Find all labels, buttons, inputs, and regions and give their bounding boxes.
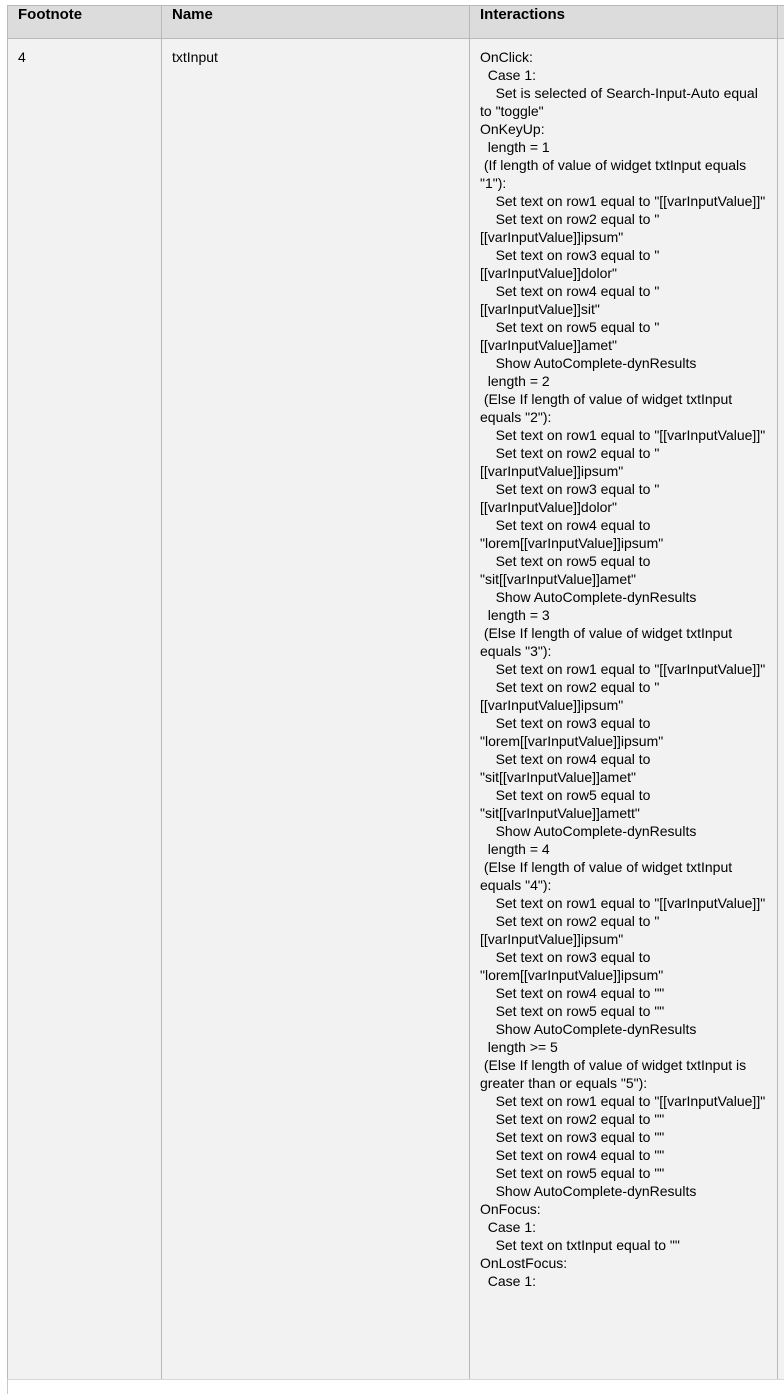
interaction-line: Set is selected of Search-Input-Auto equal to "toggle" xyxy=(480,85,762,119)
interaction-line: (Else If length of value of widget txtInput is greater than or equals "5"): xyxy=(480,1057,751,1091)
interaction-line: Show AutoComplete-dynResults xyxy=(480,1021,697,1037)
interaction-line: Set text on row4 equal to "" xyxy=(480,985,665,1001)
interaction-line: Show AutoComplete-dynResults xyxy=(480,823,697,839)
table-row xyxy=(8,39,784,1384)
footnotes-table xyxy=(7,5,784,1384)
interaction-line: Set text on row5 equal to "sit[[varInputValue]]amet" xyxy=(480,553,655,587)
interaction-line: Set text on row3 equal to "lorem[[varInputValue]]ipsum" xyxy=(480,715,664,749)
interaction-line: Set text on row2 equal to "[[varInputValue]]ipsum" xyxy=(480,913,660,947)
interaction-line: Case 1: xyxy=(480,1273,537,1289)
interaction-line: Set text on row1 equal to "[[varInputValue]]" xyxy=(480,1093,766,1109)
interaction-line: length = 1 xyxy=(480,139,550,155)
interaction-line: Set text on txtInput equal to "" xyxy=(480,1237,680,1253)
interaction-line: length = 2 xyxy=(480,373,550,389)
header-name: Name xyxy=(162,6,470,39)
interaction-line: OnClick: xyxy=(480,49,533,65)
interaction-line: Set text on row1 equal to "[[varInputValue]]" xyxy=(480,193,766,209)
cell-interactions xyxy=(470,39,778,1384)
interaction-line: Set text on row4 equal to "sit[[varInputValue]]amet" xyxy=(480,751,655,785)
footnotes-table-container xyxy=(7,5,784,1384)
header-footnote: Footnote xyxy=(8,6,162,39)
next-section-edge xyxy=(7,1379,784,1394)
interaction-line: (Else If length of value of widget txtInput equals "3"): xyxy=(480,625,737,659)
interaction-line: Show AutoComplete-dynResults xyxy=(480,355,697,371)
header-extra xyxy=(778,6,784,39)
interaction-line: Set text on row2 equal to "[[varInputValue]]ipsum" xyxy=(480,445,660,479)
interaction-line: OnKeyUp: xyxy=(480,121,545,137)
table-header-row xyxy=(8,6,784,39)
interaction-line: (If length of value of widget txtInput equals "1"): xyxy=(480,157,751,191)
interaction-line: Set text on row4 equal to "lorem[[varInputValue]]ipsum" xyxy=(480,517,664,551)
interaction-line: Set text on row1 equal to "[[varInputValue]]" xyxy=(480,427,766,443)
interaction-line: Set text on row1 equal to "[[varInputValue]]" xyxy=(480,661,766,677)
interaction-line: OnLostFocus: xyxy=(480,1255,568,1271)
interaction-line: Set text on row5 equal to "" xyxy=(480,1165,665,1181)
interaction-line: length >= 5 xyxy=(480,1039,558,1055)
interaction-line: Case 1: xyxy=(480,67,537,83)
interaction-line: Set text on row3 equal to "lorem[[varInputValue]]ipsum" xyxy=(480,949,664,983)
interaction-line: (Else If length of value of widget txtInput equals "2"): xyxy=(480,391,737,425)
interaction-line: length = 3 xyxy=(480,607,550,623)
interaction-line: Set text on row1 equal to "[[varInputValue]]" xyxy=(480,895,766,911)
interaction-line: Set text on row2 equal to "" xyxy=(480,1111,665,1127)
header-interactions: Interactions xyxy=(470,6,778,39)
interaction-line: length = 4 xyxy=(480,841,550,857)
interaction-line: Set text on row2 equal to "[[varInputValue]]ipsum" xyxy=(480,211,660,245)
cell-name: txtInput xyxy=(162,39,470,1384)
interaction-line: Set text on row5 equal to "sit[[varInputValue]]amett" xyxy=(480,787,655,821)
interaction-line: Set text on row3 equal to "" xyxy=(480,1129,665,1145)
interaction-line: Set text on row5 equal to "[[varInputValue]]amet" xyxy=(480,319,660,353)
interaction-line: Set text on row2 equal to "[[varInputValue]]ipsum" xyxy=(480,679,660,713)
interaction-line: Set text on row3 equal to "[[varInputValue]]dolor" xyxy=(480,481,660,515)
interaction-line: Show AutoComplete-dynResults xyxy=(480,589,697,605)
cell-extra xyxy=(778,39,784,1384)
interaction-line: (Else If length of value of widget txtInput equals "4"): xyxy=(480,859,737,893)
interaction-line: Case 1: xyxy=(480,1219,537,1235)
cell-footnote: 4 xyxy=(8,39,162,1384)
interaction-line: Set text on row5 equal to "" xyxy=(480,1003,665,1019)
interactions-list xyxy=(480,48,767,1290)
interaction-line: Set text on row4 equal to "[[varInputValue]]sit" xyxy=(480,283,660,317)
interaction-line: OnFocus: xyxy=(480,1201,541,1217)
interaction-line: Set text on row3 equal to "[[varInputValue]]dolor" xyxy=(480,247,660,281)
interaction-line: Set text on row4 equal to "" xyxy=(480,1147,665,1163)
interaction-line: Show AutoComplete-dynResults xyxy=(480,1183,697,1199)
